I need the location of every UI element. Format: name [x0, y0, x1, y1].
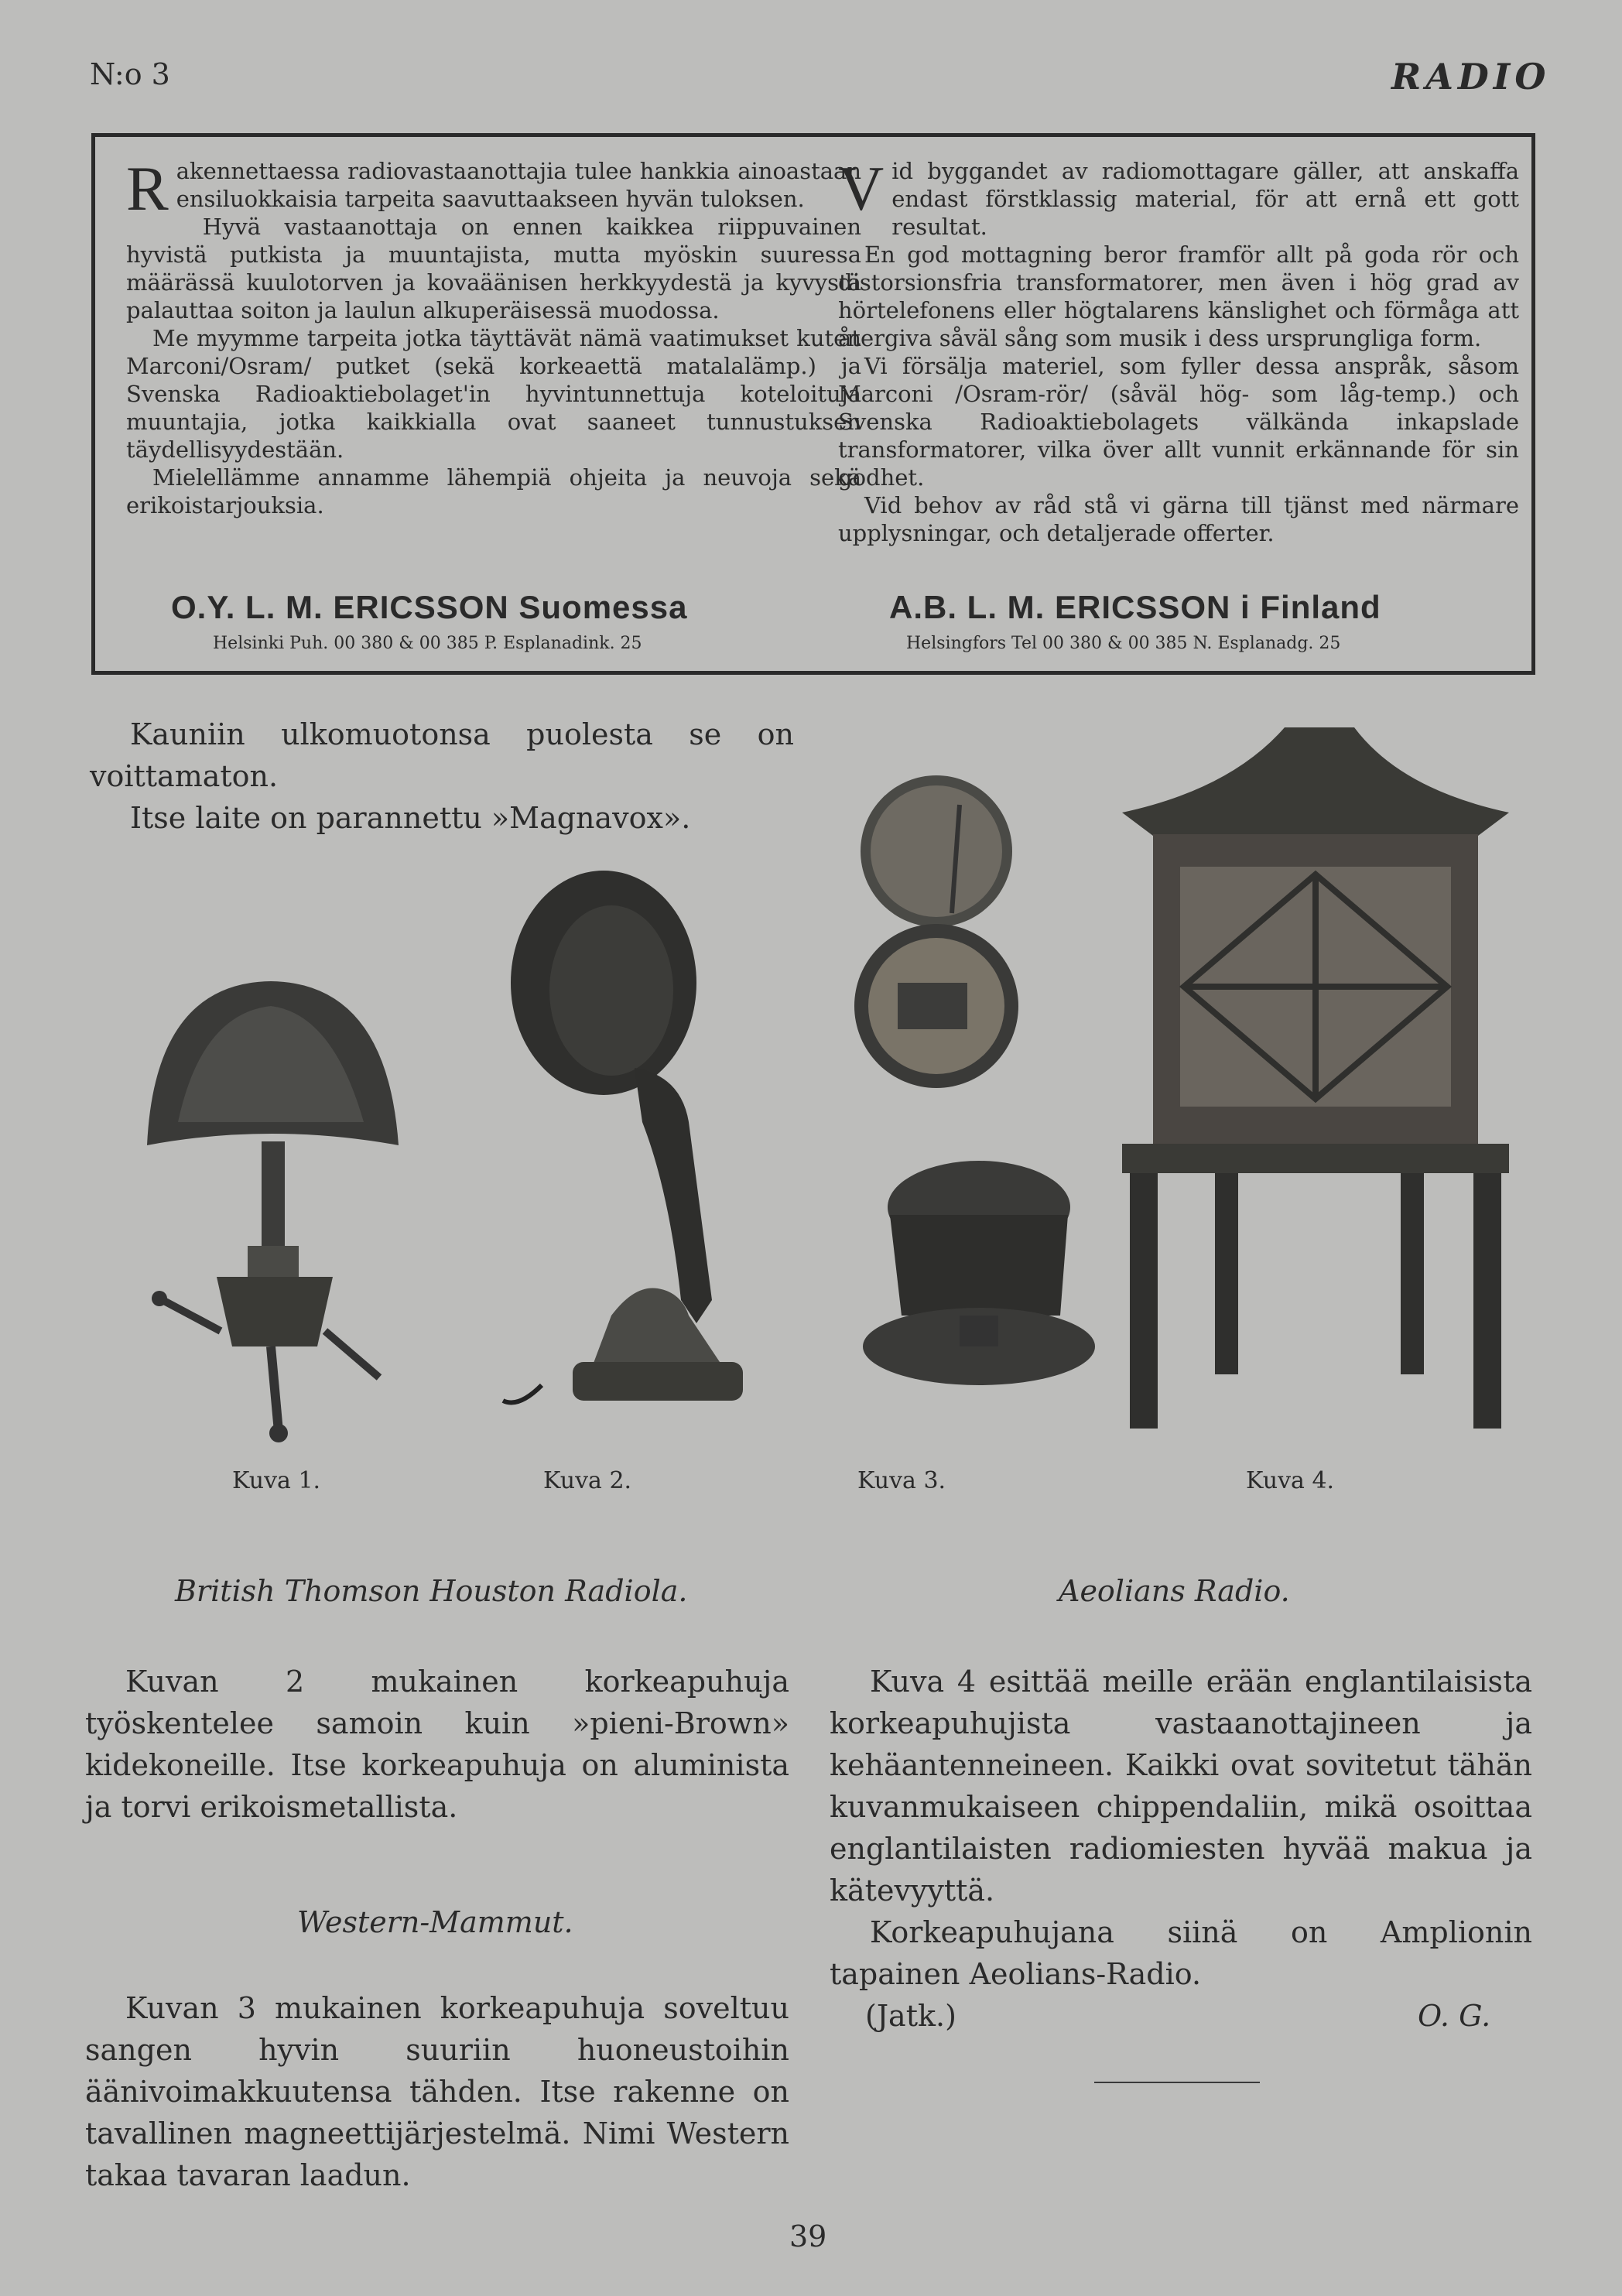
intro-line-1: Kauniin ulkomuotonsa puolesta se on voittamaton.	[90, 717, 794, 793]
title-british-thomson-houston: British Thomson Houston Radiola.	[175, 1574, 688, 1608]
ad-swedish-address: Helsingfors Tel 00 380 & 00 385 N. Esplanadg. 25	[906, 634, 1341, 653]
figure-4-chippendale-cabinet	[1107, 720, 1524, 1439]
figure-2-horn-loudspeaker	[495, 867, 758, 1416]
ad-finnish-p2: Hyvä vastaanottaja on ennen kaikkea riippuvainen hyvistä putkista ja muuntajista, mutta myöskin suuressa määrässä kuulotorven ja kovaäänisen herkkyydestä ja kyvystä palauttaa soiton ja laulun alkuperäisessä muodossa.	[126, 214, 861, 323]
issue-number: N:o 3	[90, 57, 170, 91]
magazine-title: RADIO	[1391, 56, 1551, 98]
intro-line-2: Itse laite on parannettu »Magnavox».	[130, 801, 691, 835]
figure-3-western-mammut	[836, 758, 1099, 1424]
caption-kuva-1: Kuva 1.	[232, 1467, 321, 1494]
ericsson-advertisement	[91, 133, 1535, 675]
ad-finnish-address: Helsinki Puh. 00 380 & 00 385 P. Esplanadink. 25	[213, 634, 642, 653]
page-number: 39	[789, 2219, 827, 2253]
caption-kuva-3: Kuva 3.	[857, 1467, 946, 1494]
ad-swedish-p2: En god mottagning beror framför allt på goda rör och distorsionsfria transformatorer, men även i hög grad av hörtelefonens eller högtalarens känslighet och förmåga att återgiva såväl sång som musik i dess ursprungliga form.	[838, 241, 1519, 351]
caption-kuva-4: Kuva 4.	[1246, 1467, 1335, 1494]
end-rule	[1094, 2082, 1260, 2083]
ad-swedish-column	[838, 153, 1519, 547]
ad-swedish-p3: Vi försälja materiel, som fyller dessa anspråk, såsom Marconi /Osram-rör/ (såväl hög- som låg-temp.) och Svenska Radioaktiebolagets välkända inkapslade transformatorer, vilka över allt vunnit erkännande för sin godhet.	[838, 353, 1519, 491]
ad-swedish-p4: Vid behov av råd stå vi gärna till tjänst med närmare upplysningar, och detaljerade offerter.	[838, 492, 1519, 546]
right-paragraphs	[830, 1661, 1532, 1995]
author-initials: O. G.	[1418, 1999, 1491, 2033]
left-para-1-text: Kuvan 2 mukainen korkeapuhuja työskentelee samoin kuin »pieni-Brown» kidekoneille. Itse korkeapuhuja on aluminista ja torvi erikoismetallista.	[85, 1665, 789, 1824]
left-paragraph-2	[85, 1987, 789, 2196]
ad-swedish-p1: id byggandet av radiomottagare gäller, att anskaffa endast förstklassig material, för att ernå ett gott resultat.	[891, 158, 1519, 240]
right-para-1-text: Kuva 4 esittää meille erään englantilaisista korkeapuhujista vastaanottajineen ja kehäantenneineen. Kaikki ovat sovitetut tähän kuvanmukaiseen chippendaliin, mikä osoittaa englantilaisten radiomiesten hyvää makua ja kätevyyttä.	[830, 1665, 1532, 1908]
left-para-2-text: Kuvan 3 mukainen korkeapuhuja soveltuu sangen hyvin suuriin huoneustoihin äänivoimakkuutensa tähden. Itse rakenne on tavallinen magneettijärjestelmä. Nimi Western takaa tavaran laadun.	[85, 1991, 789, 2192]
ad-finnish-p1: akennettaessa radiovastaanottajia tulee hankkia ainoastaan ensiluokkaisia tarpeita saavuttaakseen hyvän tuloksen.	[176, 158, 861, 212]
title-aeolians-radio: Aeolians Radio.	[1059, 1574, 1290, 1608]
intro-text	[90, 713, 794, 839]
left-paragraph-1	[85, 1661, 789, 1828]
figure-1-dome-loudspeaker	[132, 967, 410, 1447]
caption-kuva-2: Kuva 2.	[543, 1467, 632, 1494]
title-western-mammut: Western-Mammut.	[297, 1905, 573, 1939]
ad-swedish-company: A.B. L. M. ERICSSON i Finland	[889, 589, 1381, 625]
ad-finnish-column	[126, 153, 861, 519]
ad-swedish-dropcap: V	[838, 153, 885, 224]
right-para-2-text: Korkeapuhujana siinä on Amplionin tapainen Aeolians-Radio.	[830, 1915, 1532, 1991]
continued-note: (Jatk.)	[865, 1999, 956, 2033]
ad-finnish-company: O.Y. L. M. ERICSSON Suomessa	[171, 589, 688, 625]
ad-finnish-p4: Mielellämme annamme lähempiä ohjeita ja neuvoja sekä erikoistarjouksia.	[126, 464, 861, 518]
ad-finnish-dropcap: R	[126, 153, 169, 224]
ad-finnish-p3: Me myymme tarpeita jotka täyttävät nämä vaatimukset kuten Marconi/Osram/ putket (sekä korkeaettä matalalämp.) ja Svenska Radioaktiebolaget'in hyvintunnettuja koteloituja muuntajia, jotka kaikkialla ovat saaneet tunnustuksen täydellisyydestään.	[126, 325, 861, 463]
